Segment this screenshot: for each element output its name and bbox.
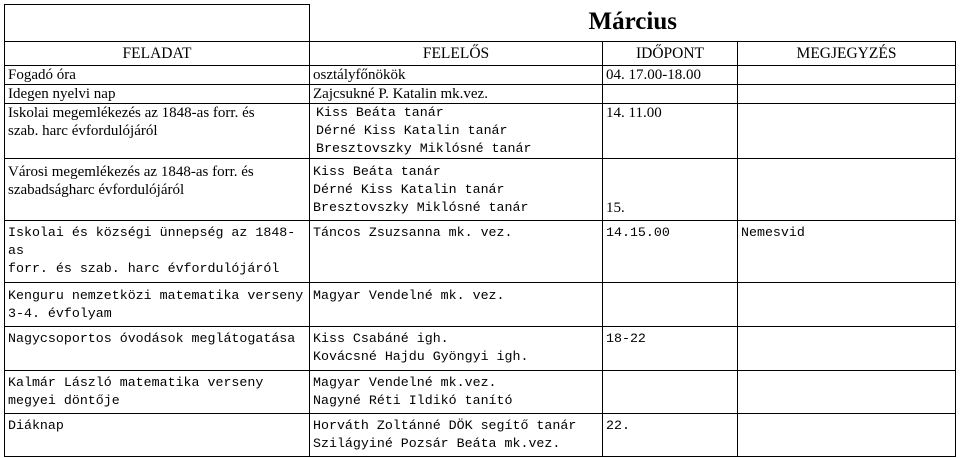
task-line: Idegen nyelvi nap: [8, 85, 116, 102]
time-cell: [603, 158, 738, 220]
note-cell: [738, 282, 956, 326]
time-value: 04. 17.00-18.00: [606, 66, 701, 83]
note-cell: [738, 158, 956, 220]
time-cell: [603, 84, 738, 103]
responsible-cell: [310, 103, 603, 158]
responsible-line: osztályfőnökök: [313, 66, 406, 83]
responsible-line: Kiss Beáta tanár: [313, 163, 441, 179]
note-cell: [738, 103, 956, 158]
task-line: megyei döntője: [8, 392, 120, 408]
table-row: [5, 158, 956, 220]
task-line: szab. harc évfordulójáról: [8, 122, 158, 139]
header-note: MEGJEGYZÉS: [738, 41, 956, 65]
note-cell: [738, 326, 956, 370]
responsible-cell: [310, 220, 603, 282]
table-row: [5, 103, 956, 158]
responsible-line: Magyar Vendelné mk. vez.: [313, 287, 505, 303]
responsible-cell: [310, 84, 603, 103]
time-cell: [603, 282, 738, 326]
responsible-cell: [310, 413, 603, 456]
task-cell: [5, 103, 310, 158]
responsible-line: Szilágyiné Pozsár Beáta mk.vez.: [313, 435, 561, 451]
time-value: 14.15.00: [606, 224, 670, 240]
responsible-cell: [310, 370, 603, 413]
task-line: Kenguru nemzetközi matematika verseny: [8, 287, 304, 303]
task-cell: [5, 370, 310, 413]
schedule-page: [4, 4, 955, 457]
note-cell: [738, 370, 956, 413]
time-cell: [603, 103, 738, 158]
responsible-cell: [310, 282, 603, 326]
header-row: [5, 41, 956, 65]
header-task: FELADAT: [5, 41, 310, 65]
month-title: Március: [310, 5, 956, 42]
task-line: Fogadó óra: [8, 66, 76, 83]
task-line: Iskolai megemlékezés az 1848-as forr. és: [8, 104, 255, 121]
time-value: 15.: [606, 199, 625, 216]
task-cell: [5, 413, 310, 456]
time-cell: [603, 413, 738, 456]
task-cell: [5, 326, 310, 370]
time-value: 18-22: [606, 330, 646, 346]
note-cell: [738, 84, 956, 103]
time-value: 14. 11.00: [606, 104, 662, 121]
table-row: [5, 326, 956, 370]
table-row: [5, 282, 956, 326]
responsible-cell: [310, 65, 603, 84]
responsible-line: Kiss Beáta tanár: [316, 104, 444, 120]
responsible-line: Dérné Kiss Katalin tanár: [313, 181, 505, 197]
header-time: IDŐPONT: [603, 41, 738, 65]
time-cell: [603, 326, 738, 370]
table-row: [5, 65, 956, 84]
responsible-line: Kovácsné Hajdu Gyöngyi igh.: [313, 348, 529, 364]
task-cell: [5, 220, 310, 282]
responsible-line: Bresztovszky Miklósné tanár: [316, 140, 532, 156]
note-cell: [738, 413, 956, 456]
time-cell: [603, 370, 738, 413]
task-line: Diáknap: [8, 417, 64, 433]
time-value: 22.: [606, 417, 630, 433]
table-row: [5, 220, 956, 282]
table-row: [5, 413, 956, 456]
responsible-line: Magyar Vendelné mk.vez.: [313, 374, 497, 390]
task-line: szabadságharc évfordulójáról: [8, 181, 185, 198]
responsible-line: Nagyné Réti Ildikó tanító: [313, 392, 513, 408]
responsible-line: Dérné Kiss Katalin tanár: [316, 122, 508, 138]
table-row: [5, 84, 956, 103]
responsible-line: Táncos Zsuzsanna mk. vez.: [313, 224, 513, 240]
task-cell: [5, 65, 310, 84]
task-line: Iskolai és községi ünnepség az 1848-as: [8, 224, 296, 258]
task-line: Nagycsoportos óvodások meglátogatása: [8, 330, 296, 346]
responsible-line: Zajcsukné P. Katalin mk.vez.: [313, 85, 488, 102]
responsible-line: Bresztovszky Miklósné tanár: [313, 199, 529, 215]
task-cell: [5, 158, 310, 220]
time-cell: [603, 65, 738, 84]
task-cell: [5, 84, 310, 103]
task-line: Kalmár László matematika verseny: [8, 374, 264, 390]
note-cell: [738, 65, 956, 84]
time-cell: [603, 220, 738, 282]
task-line: Városi megemlékezés az 1848-as forr. és: [8, 163, 254, 180]
responsible-line: Horváth Zoltánné DÖK segítő tanár: [313, 417, 577, 433]
header-responsible: FELELŐS: [310, 41, 603, 65]
responsible-cell: [310, 158, 603, 220]
task-cell: [5, 282, 310, 326]
responsible-line: Kiss Csabáné igh.: [313, 330, 449, 346]
task-line: forr. és szab. harc évfordulójáról: [8, 260, 280, 276]
schedule-table: [4, 4, 956, 457]
responsible-cell: [310, 326, 603, 370]
task-line: 3-4. évfolyam: [8, 305, 112, 321]
note-value: Nemesvid: [741, 224, 805, 240]
note-cell: [738, 220, 956, 282]
table-row: [5, 370, 956, 413]
